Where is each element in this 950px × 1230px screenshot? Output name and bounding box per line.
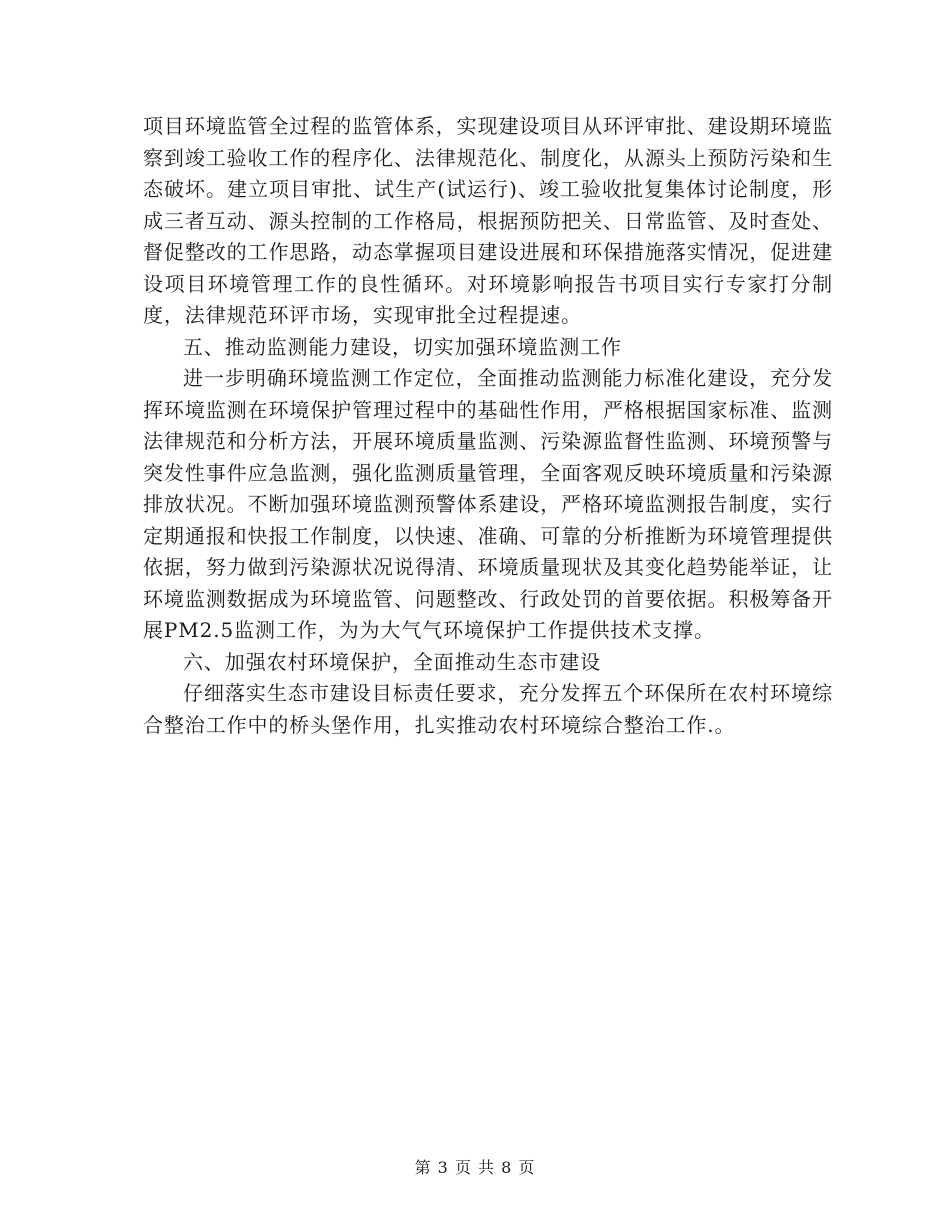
body-paragraph: 进一步明确环境监测工作定位，全面推动监测能力标准化建设，充分发挥环境监测在环境保护管理过程中的基础性作用，严格根据国家标准、监测法律规范和分析方法，开展环境质量监测、污染源监督性监测、环境预警与突发性事件应急监测，强化监测质量管理，全面客观反映环境质量和污染源排放状况。不断加强环境监测预警体系建设，严格环境监测报告制度，实行定期通报和快报工作制度，以快速、准确、可靠的分析推断为环境管理提供依据，努力做到污染源状况说得清、环境质量现状及其变化趋势能举证，让环境监测数据成为环境监管、问题整改、行政处罚的首要依据。积极筹备开展PM2.5监测工作，为为大气气环境保护工作提供技术支撑。	[143, 366, 833, 642]
page-number-footer: 第 3 页 共 8 页	[414, 1158, 536, 1177]
section-heading: 五、推动监测能力建设，切实加强环境监测工作	[183, 334, 622, 359]
section-heading: 六、加强农村环境保护，全面推动生态市建设	[183, 649, 601, 674]
document-body	[143, 111, 833, 741]
body-paragraph: 仔细落实生态市建设目标责任要求，充分发挥五个环保所在农村环境综合整治工作中的桥头堡作用，扎实推动农村环境综合整治工作.。	[143, 681, 833, 737]
body-paragraph: 项目环境监管全过程的监管体系，实现建设项目从环评审批、建设期环境监察到竣工验收工作的程序化、法律规范化、制度化，从源头上预防污染和生态破坏。建立项目审批、试生产(试运行)、竣工验收批复集体讨论制度，形成三者互动、源头控制的工作格局，根据预防把关、日常监管、及时查处、督促整改的工作思路，动态掌握项目建设进展和环保措施落实情况，促进建设项目环境管理工作的良性循环。对环境影响报告书项目实行专家打分制度，法律规范环评市场，实现审批全过程提速。	[143, 114, 833, 327]
